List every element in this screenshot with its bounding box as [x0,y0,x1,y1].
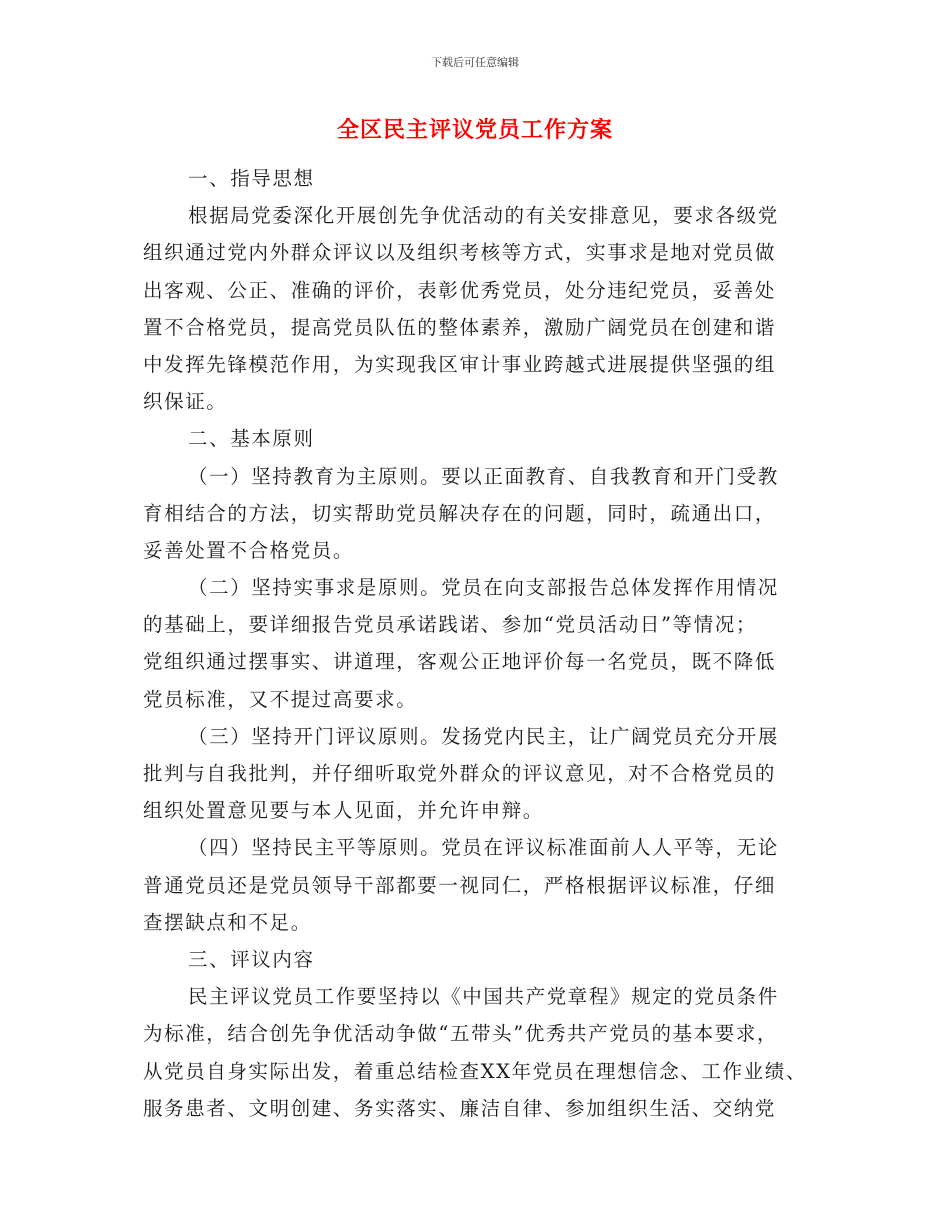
text-line: 党组织通过摆事实、讲道理，客观公正地评价每一名党员，既不降低 [143,650,777,674]
text-line: 育相结合的方法，切实帮助党员解决存在的问题，同时，疏通出口， [143,501,777,525]
header-note: 下载后可任意编辑 [431,56,519,69]
text-line: 批判与自我批判，并仔细听取党外群众的评议意见，对不合格党员的 [143,762,777,785]
text-line: 根据局党委深化开展创先争优活动的有关安排意见，要求各级党 [188,204,779,228]
text-line: 为标准，结合创先争优活动争做“五带头”优秀共产党员的基本要求， [143,1022,779,1046]
text-line: 服务患者、文明创建、务实落实、廉洁自律、参加组织生活、交纳党 [143,1096,777,1120]
text-line: 组织处置意见要与本人见面，并允许申辩。 [143,799,544,823]
text-line: 从党员自身实际出发，着重总结检查XX年党员在理想信念、工作业绩、 [143,1059,807,1083]
text-line: 民主评议党员工作要坚持以《中国共产党章程》规定的党员条件 [188,985,779,1009]
text-line: 三、评议内容 [188,947,315,971]
text-line: （三）坚持开门评议原则。发扬党内民主，让广阔党员充分开展 [188,724,779,748]
text-line: 一、指导思想 [188,167,315,190]
text-line: 二、基本原则 [188,427,315,451]
text-line: 织保证。 [143,390,228,414]
text-line: 出客观、公正、准确的评价，表彰优秀党员，处分违纪党员，妥善处 [143,278,777,302]
text-line: 普通党员还是党员领导干部都要一视同仁，严格根据评议标准，仔细 [143,873,777,897]
text-line: 的基础上，要详细报告党员承诺践诺、参加“党员活动日”等情况； [143,613,757,637]
text-line: 组织通过党内外群众评议以及组织考核等方式，实事求是地对党员做 [143,241,777,265]
text-line: 妥善处置不合格党员。 [143,538,355,562]
text-line: 中发挥先锋模范作用，为实现我区审计事业跨越式进展提供坚强的组 [143,352,777,376]
document-body [143,160,813,1127]
text-line: 查摆缺点和不足。 [143,910,312,934]
text-line: 党员标准，又不提过高要求。 [143,687,418,711]
text-line: （一）坚持教育为主原则。要以正面教育、自我教育和开门受教 [188,464,779,488]
text-line: （二）坚持实事求是原则。党员在向支部报告总体发挥作用情况 [188,576,779,600]
text-line: （四）坚持民主平等原则。党员在评议标准面前人人平等，无论 [188,836,779,860]
document-title: 全区民主评议党员工作方案 [336,118,613,143]
text-line: 置不合格党员，提高党员队伍的整体素养，激励广阔党员在创建和谐 [143,315,777,339]
